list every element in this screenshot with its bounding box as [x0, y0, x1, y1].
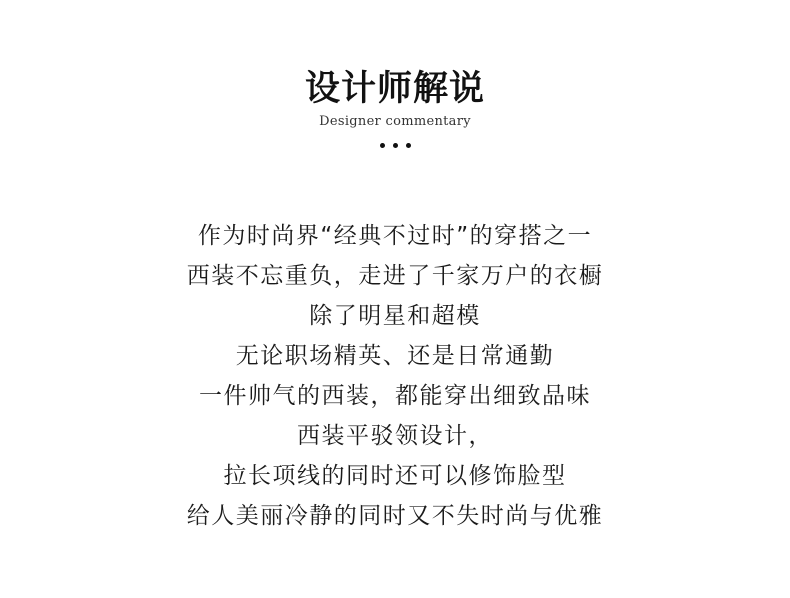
- divider-dot: [380, 143, 385, 148]
- commentary-line: 拉长项线的同时还可以修饰脸型: [223, 463, 567, 489]
- commentary-line: 给人美丽冷静的同时又不失时尚与优雅: [186, 503, 604, 529]
- commentary-text: [0, 216, 790, 536]
- commentary-line: 西装不忘重负，走进了千家万户的衣橱: [186, 263, 604, 289]
- commentary-line: 作为时尚界“经典不过时”的穿搭之一: [197, 223, 593, 249]
- ellipsis-divider: [0, 142, 790, 154]
- page-subtitle: Designer commentary: [319, 114, 471, 129]
- commentary-line: 一件帅气的西装，都能穿出细致品味: [199, 383, 591, 409]
- page-title: 设计师解说: [304, 69, 485, 109]
- divider-dot: [406, 143, 411, 148]
- commentary-line: 西装平驳领设计，: [297, 423, 493, 449]
- commentary-line: 无论职场精英、还是日常通勤: [235, 343, 555, 369]
- divider-dot: [393, 143, 398, 148]
- commentary-line: 除了明星和超模: [309, 303, 481, 329]
